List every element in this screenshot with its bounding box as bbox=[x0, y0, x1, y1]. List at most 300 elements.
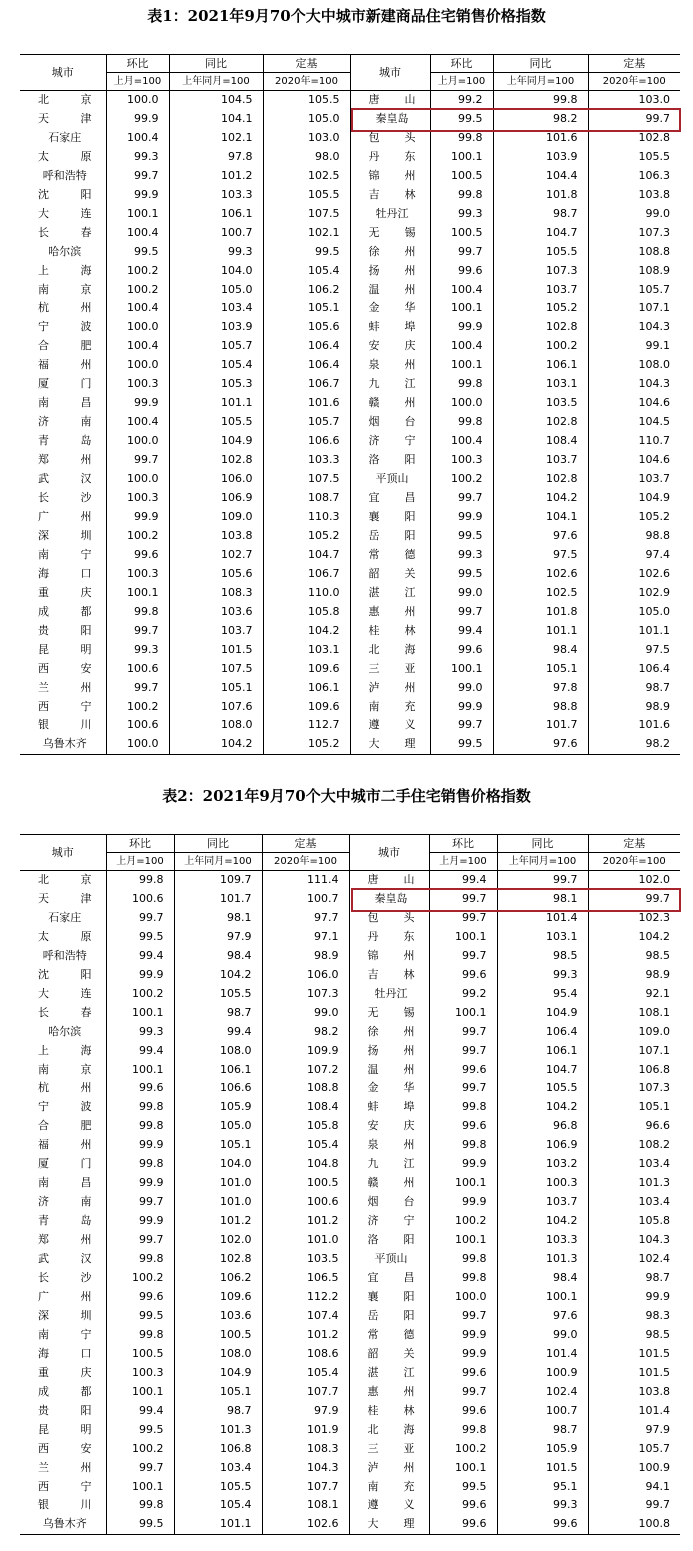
yoy-value: 104.1 bbox=[493, 508, 588, 527]
mom-value: 100.1 bbox=[106, 1061, 174, 1080]
yoy-value: 104.9 bbox=[497, 1004, 588, 1023]
mom-value: 99.9 bbox=[429, 1326, 497, 1345]
yoy-value: 95.4 bbox=[497, 985, 588, 1004]
table-row bbox=[20, 1250, 680, 1269]
mom-value: 100.2 bbox=[106, 281, 169, 300]
city-cell bbox=[20, 1193, 106, 1212]
city-name: 徐 州 bbox=[367, 1024, 415, 1038]
yoy-value: 101.5 bbox=[497, 1459, 588, 1478]
header-fixed: 定基 bbox=[588, 835, 680, 853]
city-cell bbox=[20, 413, 106, 432]
fixed-value: 96.6 bbox=[588, 1117, 680, 1136]
mom-value: 99.8 bbox=[430, 186, 493, 205]
city-name: 上 海 bbox=[38, 1043, 92, 1057]
city-name: 常 德 bbox=[367, 1327, 415, 1341]
header-yoy-base: 上年同月=100 bbox=[169, 73, 263, 91]
table-row bbox=[20, 489, 680, 508]
city-name: 郑 州 bbox=[38, 453, 92, 467]
yoy-value: 103.8 bbox=[169, 527, 263, 546]
fixed-value: 103.8 bbox=[588, 1383, 680, 1402]
yoy-value: 104.7 bbox=[497, 1061, 588, 1080]
fixed-value: 101.9 bbox=[262, 1421, 349, 1440]
table-row bbox=[20, 1023, 680, 1042]
fixed-value: 97.4 bbox=[588, 546, 680, 565]
city-cell bbox=[350, 205, 430, 224]
city-cell bbox=[349, 1250, 429, 1269]
city-cell bbox=[20, 947, 106, 966]
city-cell bbox=[350, 186, 430, 205]
city-cell bbox=[349, 1004, 429, 1023]
mom-value: 100.1 bbox=[429, 1004, 497, 1023]
yoy-value: 108.0 bbox=[169, 716, 263, 735]
city-cell bbox=[20, 928, 106, 947]
city-cell bbox=[20, 716, 106, 735]
mom-value: 99.6 bbox=[106, 1288, 174, 1307]
mom-value: 100.1 bbox=[430, 299, 493, 318]
city-cell bbox=[350, 243, 430, 262]
fixed-value: 104.3 bbox=[262, 1459, 349, 1478]
city-name: 牡丹江 bbox=[374, 986, 408, 1000]
fixed-value: 105.8 bbox=[262, 1117, 349, 1136]
table-row bbox=[20, 451, 680, 470]
mom-value: 100.1 bbox=[429, 1231, 497, 1250]
yoy-value: 98.4 bbox=[493, 641, 588, 660]
fixed-value: 97.9 bbox=[262, 1402, 349, 1421]
fixed-value: 102.3 bbox=[588, 909, 680, 928]
yoy-value: 104.2 bbox=[174, 966, 262, 985]
city-cell bbox=[20, 1364, 106, 1383]
mom-value: 100.5 bbox=[106, 1345, 174, 1364]
fixed-value: 103.3 bbox=[263, 451, 350, 470]
yoy-value: 101.3 bbox=[174, 1421, 262, 1440]
city-name: 三 亚 bbox=[367, 1441, 415, 1455]
city-cell bbox=[20, 1079, 106, 1098]
city-cell bbox=[350, 375, 430, 394]
mom-value: 99.3 bbox=[430, 205, 493, 224]
header-fixed-base: 2020年=100 bbox=[262, 853, 349, 871]
fixed-value: 102.6 bbox=[588, 565, 680, 584]
fixed-value: 98.2 bbox=[262, 1023, 349, 1042]
yoy-value: 98.1 bbox=[174, 909, 262, 928]
yoy-value: 106.1 bbox=[493, 356, 588, 375]
fixed-value: 105.2 bbox=[263, 735, 350, 754]
city-name: 岳 阳 bbox=[367, 1308, 415, 1322]
fixed-value: 107.5 bbox=[263, 205, 350, 224]
city-name: 温 州 bbox=[368, 282, 416, 296]
city-name: 重 庆 bbox=[38, 1365, 92, 1379]
fixed-value: 103.5 bbox=[262, 1250, 349, 1269]
fixed-value: 99.7 bbox=[588, 1496, 680, 1515]
mom-value: 100.2 bbox=[429, 1212, 497, 1231]
table-row bbox=[20, 205, 680, 224]
city-name: 合 肥 bbox=[38, 339, 92, 353]
fixed-value: 98.7 bbox=[588, 1269, 680, 1288]
city-name: 秦皇岛 bbox=[375, 111, 409, 125]
mom-value: 100.2 bbox=[429, 1440, 497, 1459]
city-cell bbox=[350, 508, 430, 527]
mom-value: 99.9 bbox=[106, 110, 169, 129]
yoy-value: 104.2 bbox=[497, 1098, 588, 1117]
city-cell bbox=[350, 679, 430, 698]
yoy-value: 105.9 bbox=[497, 1440, 588, 1459]
city-cell bbox=[350, 281, 430, 300]
fixed-value: 108.0 bbox=[588, 356, 680, 375]
table-row bbox=[20, 1136, 680, 1155]
fixed-value: 105.7 bbox=[588, 281, 680, 300]
table-row bbox=[20, 1079, 680, 1098]
city-cell bbox=[349, 1364, 429, 1383]
city-name: 兰 州 bbox=[38, 1460, 92, 1474]
yoy-value: 98.7 bbox=[493, 205, 588, 224]
city-name: 蚌 埠 bbox=[368, 320, 416, 334]
city-cell bbox=[20, 1345, 106, 1364]
mom-value: 99.9 bbox=[106, 508, 169, 527]
city-name: 包 头 bbox=[368, 130, 416, 144]
mom-value: 99.9 bbox=[106, 186, 169, 205]
fixed-value: 105.0 bbox=[588, 603, 680, 622]
city-name: 太 原 bbox=[38, 929, 92, 943]
fixed-value: 106.4 bbox=[588, 660, 680, 679]
yoy-value: 100.9 bbox=[497, 1364, 588, 1383]
fixed-value: 102.8 bbox=[588, 129, 680, 148]
fixed-value: 109.9 bbox=[262, 1042, 349, 1061]
yoy-value: 98.2 bbox=[493, 110, 588, 129]
city-cell bbox=[20, 1496, 106, 1515]
table-row bbox=[20, 622, 680, 641]
table-row bbox=[20, 413, 680, 432]
header-yoy: 同比 bbox=[174, 835, 262, 853]
mom-value: 99.4 bbox=[106, 1042, 174, 1061]
yoy-value: 102.4 bbox=[497, 1383, 588, 1402]
table-row bbox=[20, 603, 680, 622]
fixed-value: 110.3 bbox=[263, 508, 350, 527]
yoy-value: 106.2 bbox=[174, 1269, 262, 1288]
fixed-value: 100.6 bbox=[262, 1193, 349, 1212]
yoy-value: 106.1 bbox=[174, 1061, 262, 1080]
city-name: 吉 林 bbox=[367, 967, 415, 981]
city-cell bbox=[350, 698, 430, 717]
city-cell bbox=[349, 1023, 429, 1042]
city-name: 济 南 bbox=[38, 415, 92, 429]
city-cell bbox=[20, 262, 106, 281]
mom-value: 99.6 bbox=[106, 546, 169, 565]
city-name: 乌鲁木齐 bbox=[42, 737, 87, 751]
city-cell bbox=[20, 584, 106, 603]
city-cell bbox=[20, 186, 106, 205]
header-mom: 环比 bbox=[430, 55, 493, 73]
table-row bbox=[20, 716, 680, 735]
fixed-value: 107.7 bbox=[262, 1478, 349, 1497]
header-fixed: 定基 bbox=[263, 55, 350, 73]
yoy-value: 97.6 bbox=[493, 735, 588, 754]
city-cell bbox=[20, 735, 106, 754]
fixed-value: 105.0 bbox=[263, 110, 350, 129]
mom-value: 99.8 bbox=[106, 1155, 174, 1174]
fixed-value: 102.1 bbox=[263, 224, 350, 243]
city-name: 丹 东 bbox=[368, 149, 416, 163]
fixed-value: 105.6 bbox=[263, 318, 350, 337]
yoy-value: 105.4 bbox=[174, 1496, 262, 1515]
table-row bbox=[20, 928, 680, 947]
city-cell bbox=[20, 1250, 106, 1269]
fixed-value: 106.0 bbox=[262, 966, 349, 985]
city-cell bbox=[349, 966, 429, 985]
fixed-value: 104.2 bbox=[263, 622, 350, 641]
yoy-value: 107.6 bbox=[169, 698, 263, 717]
city-cell bbox=[20, 451, 106, 470]
header-yoy: 同比 bbox=[169, 55, 263, 73]
table-row bbox=[20, 337, 680, 356]
yoy-value: 97.6 bbox=[497, 1307, 588, 1326]
city-cell bbox=[20, 356, 106, 375]
yoy-value: 105.1 bbox=[174, 1383, 262, 1402]
city-name: 银 川 bbox=[38, 718, 92, 732]
yoy-value: 101.1 bbox=[174, 1515, 262, 1534]
city-name: 唐 山 bbox=[367, 873, 415, 886]
yoy-value: 104.4 bbox=[493, 167, 588, 186]
city-name: 重 庆 bbox=[38, 585, 92, 599]
city-name: 襄 阳 bbox=[367, 1289, 415, 1303]
mom-value: 100.0 bbox=[106, 735, 169, 754]
fixed-value: 107.7 bbox=[262, 1383, 349, 1402]
city-cell bbox=[349, 1345, 429, 1364]
city-name: 济 宁 bbox=[368, 434, 416, 448]
header-mom: 环比 bbox=[429, 835, 497, 853]
mom-value: 99.0 bbox=[430, 584, 493, 603]
mom-value: 99.2 bbox=[430, 91, 493, 110]
fixed-value: 105.8 bbox=[263, 603, 350, 622]
fixed-value: 98.8 bbox=[588, 527, 680, 546]
fixed-value: 105.1 bbox=[588, 1098, 680, 1117]
yoy-value: 99.8 bbox=[493, 91, 588, 110]
yoy-value: 104.2 bbox=[169, 735, 263, 754]
city-cell bbox=[20, 871, 106, 890]
table-row bbox=[20, 1496, 680, 1515]
city-cell bbox=[20, 1383, 106, 1402]
mom-value: 99.9 bbox=[106, 966, 174, 985]
yoy-value: 103.2 bbox=[497, 1155, 588, 1174]
fixed-value: 106.4 bbox=[263, 337, 350, 356]
city-cell bbox=[20, 1402, 106, 1421]
fixed-value: 100.7 bbox=[262, 890, 349, 909]
yoy-value: 109.0 bbox=[169, 508, 263, 527]
city-cell bbox=[20, 641, 106, 660]
city-cell bbox=[20, 129, 106, 148]
yoy-value: 103.9 bbox=[493, 148, 588, 167]
table2 bbox=[20, 834, 680, 1535]
mom-value: 99.9 bbox=[429, 1155, 497, 1174]
fixed-value: 108.9 bbox=[588, 262, 680, 281]
city-name: 北 京 bbox=[38, 873, 92, 886]
city-cell bbox=[349, 1136, 429, 1155]
city-cell bbox=[20, 281, 106, 300]
table-row bbox=[20, 1326, 680, 1345]
city-cell bbox=[350, 716, 430, 735]
city-name: 洛 阳 bbox=[367, 1233, 415, 1247]
yoy-value: 107.3 bbox=[493, 262, 588, 281]
fixed-value: 108.8 bbox=[588, 243, 680, 262]
table-row bbox=[20, 432, 680, 451]
city-name: 天 津 bbox=[38, 111, 92, 125]
city-cell bbox=[20, 489, 106, 508]
fixed-value: 105.4 bbox=[262, 1364, 349, 1383]
yoy-value: 99.0 bbox=[497, 1326, 588, 1345]
fixed-value: 98.2 bbox=[588, 735, 680, 754]
city-cell bbox=[349, 1079, 429, 1098]
highlight-box-qinhuangdao bbox=[351, 888, 681, 912]
mom-value: 99.6 bbox=[430, 262, 493, 281]
mom-value: 100.2 bbox=[106, 698, 169, 717]
city-cell bbox=[350, 318, 430, 337]
yoy-value: 98.7 bbox=[174, 1004, 262, 1023]
mom-value: 99.6 bbox=[429, 1496, 497, 1515]
city-name: 锦 州 bbox=[367, 948, 415, 962]
mom-value: 100.1 bbox=[106, 1478, 174, 1497]
mom-value: 100.4 bbox=[430, 432, 493, 451]
header-city: 城市 bbox=[20, 835, 106, 871]
mom-value: 100.1 bbox=[430, 148, 493, 167]
mom-value: 99.7 bbox=[106, 1231, 174, 1250]
city-name: 襄 阳 bbox=[368, 509, 416, 523]
yoy-value: 103.9 bbox=[169, 318, 263, 337]
city-name: 韶 关 bbox=[368, 566, 416, 580]
fixed-value: 98.9 bbox=[588, 966, 680, 985]
mom-value: 99.8 bbox=[106, 1250, 174, 1269]
city-cell bbox=[349, 1117, 429, 1136]
fixed-value: 102.0 bbox=[588, 871, 680, 890]
mom-value: 99.7 bbox=[106, 167, 169, 186]
yoy-value: 109.7 bbox=[174, 871, 262, 890]
city-name: 遵 义 bbox=[367, 1498, 415, 1512]
table-row bbox=[20, 527, 680, 546]
mom-value: 99.9 bbox=[106, 394, 169, 413]
city-name: 西 宁 bbox=[38, 1479, 92, 1493]
city-cell bbox=[350, 660, 430, 679]
city-cell bbox=[349, 1231, 429, 1250]
mom-value: 99.6 bbox=[429, 1515, 497, 1534]
city-cell bbox=[350, 394, 430, 413]
fixed-value: 105.2 bbox=[263, 527, 350, 546]
fixed-value: 99.7 bbox=[588, 890, 680, 909]
city-name: 宜 昌 bbox=[368, 491, 416, 505]
yoy-value: 108.0 bbox=[174, 1042, 262, 1061]
yoy-value: 95.1 bbox=[497, 1478, 588, 1497]
fixed-value: 101.2 bbox=[262, 1326, 349, 1345]
yoy-value: 101.1 bbox=[493, 622, 588, 641]
city-name: 包 头 bbox=[367, 910, 415, 924]
city-cell bbox=[20, 527, 106, 546]
city-name: 海 口 bbox=[38, 566, 92, 580]
city-cell bbox=[349, 1326, 429, 1345]
city-name: 杭 州 bbox=[38, 301, 92, 315]
table-row bbox=[20, 1459, 680, 1478]
city-cell bbox=[350, 148, 430, 167]
yoy-value: 100.3 bbox=[497, 1174, 588, 1193]
table-row bbox=[20, 1345, 680, 1364]
yoy-value: 101.8 bbox=[493, 186, 588, 205]
yoy-value: 101.3 bbox=[497, 1250, 588, 1269]
mom-value: 100.4 bbox=[106, 224, 169, 243]
city-cell bbox=[349, 1515, 429, 1534]
city-name: 宁 波 bbox=[38, 1100, 92, 1114]
city-cell bbox=[20, 1421, 106, 1440]
header-city: 城市 bbox=[20, 55, 106, 91]
fixed-value: 107.4 bbox=[262, 1307, 349, 1326]
fixed-value: 104.9 bbox=[588, 489, 680, 508]
mom-value: 99.5 bbox=[106, 1515, 174, 1534]
city-name: 无 锡 bbox=[367, 1005, 415, 1019]
table-row bbox=[20, 186, 680, 205]
yoy-value: 106.6 bbox=[174, 1079, 262, 1098]
table-row bbox=[20, 1288, 680, 1307]
fixed-value: 108.7 bbox=[263, 489, 350, 508]
city-name: 韶 关 bbox=[367, 1346, 415, 1360]
city-cell bbox=[20, 508, 106, 527]
yoy-value: 105.2 bbox=[493, 299, 588, 318]
city-name: 厦 门 bbox=[38, 1157, 92, 1171]
city-cell bbox=[20, 375, 106, 394]
yoy-value: 105.5 bbox=[497, 1079, 588, 1098]
yoy-value: 100.5 bbox=[174, 1326, 262, 1345]
city-name: 昆 明 bbox=[38, 642, 92, 656]
fixed-value: 105.4 bbox=[263, 262, 350, 281]
table-row bbox=[20, 947, 680, 966]
mom-value: 99.3 bbox=[106, 641, 169, 660]
yoy-value: 104.2 bbox=[497, 1212, 588, 1231]
yoy-value: 101.6 bbox=[493, 129, 588, 148]
city-cell bbox=[20, 110, 106, 129]
city-cell bbox=[350, 413, 430, 432]
city-cell bbox=[349, 1307, 429, 1326]
mom-value: 99.3 bbox=[430, 546, 493, 565]
table-row bbox=[20, 698, 680, 717]
city-name: 广 州 bbox=[38, 509, 92, 523]
yoy-value: 101.0 bbox=[174, 1174, 262, 1193]
city-name: 北 海 bbox=[367, 1422, 415, 1436]
city-name: 北 京 bbox=[38, 93, 92, 106]
fixed-value: 101.5 bbox=[588, 1345, 680, 1364]
fixed-value: 100.8 bbox=[588, 1515, 680, 1534]
fixed-value: 107.3 bbox=[588, 1079, 680, 1098]
city-cell bbox=[349, 1440, 429, 1459]
mom-value: 99.8 bbox=[429, 1421, 497, 1440]
mom-value: 100.4 bbox=[106, 299, 169, 318]
city-cell bbox=[349, 985, 429, 1004]
city-name: 徐 州 bbox=[368, 244, 416, 258]
mom-value: 100.6 bbox=[106, 660, 169, 679]
fixed-value: 111.4 bbox=[262, 871, 349, 890]
mom-value: 99.7 bbox=[429, 1042, 497, 1061]
yoy-value: 105.5 bbox=[169, 413, 263, 432]
fixed-value: 106.7 bbox=[263, 375, 350, 394]
fixed-value: 105.7 bbox=[263, 413, 350, 432]
city-name: 武 汉 bbox=[38, 1252, 92, 1266]
city-cell bbox=[20, 1023, 106, 1042]
table-row bbox=[20, 318, 680, 337]
mom-value: 99.9 bbox=[106, 1174, 174, 1193]
mom-value: 99.7 bbox=[106, 451, 169, 470]
city-cell bbox=[20, 909, 106, 928]
yoy-value: 105.6 bbox=[169, 565, 263, 584]
city-name: 太 原 bbox=[38, 149, 92, 163]
fixed-value: 106.3 bbox=[588, 167, 680, 186]
fixed-value: 108.1 bbox=[262, 1496, 349, 1515]
city-cell bbox=[349, 1042, 429, 1061]
header-fixed-base: 2020年=100 bbox=[263, 73, 350, 91]
table-row bbox=[20, 243, 680, 262]
mom-value: 99.5 bbox=[106, 1421, 174, 1440]
city-cell bbox=[20, 622, 106, 641]
